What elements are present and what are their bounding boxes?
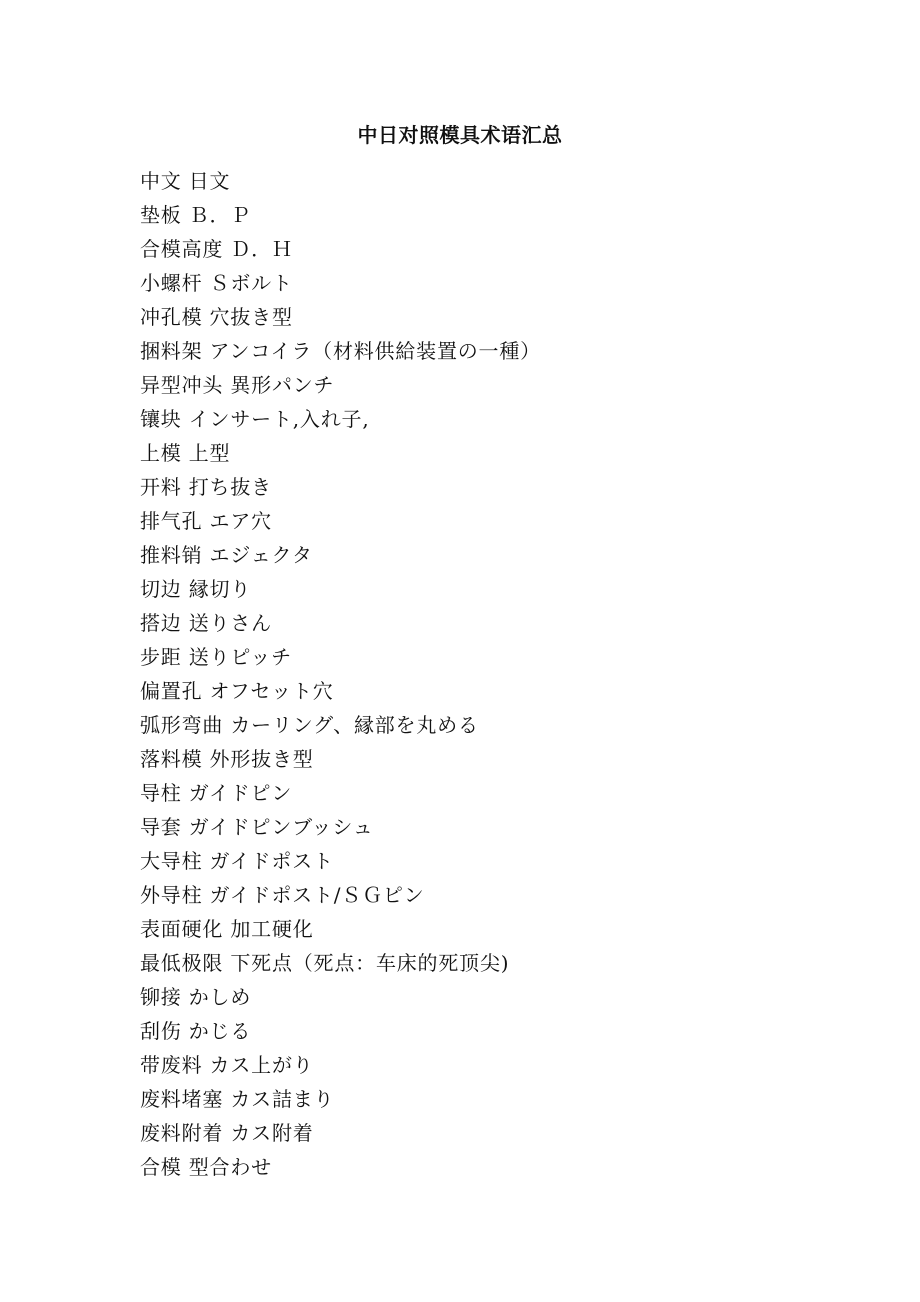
term-line: 带废料 カス上がり — [140, 1053, 314, 1077]
term-line: 弧形弯曲 カーリング、縁部を丸める — [140, 713, 479, 737]
term-line: 废料附着 カス附着 — [140, 1121, 314, 1145]
term-line: 排气孔 エア穴 — [140, 509, 272, 533]
document-title: 中日对照模具术语汇总 — [357, 123, 563, 147]
term-line: 捆料架 アンコイラ（材料供給装置の一種） — [140, 339, 541, 363]
term-line: 外导柱 ガイドポスト/ＳＧピン — [140, 883, 425, 907]
term-line: 合模高度 Ｄ．Ｈ — [140, 237, 293, 261]
term-line: 刮伤 かじる — [140, 1019, 252, 1043]
term-line: 表面硬化 加工硬化 — [140, 917, 314, 941]
term-line: 最低极限 下死点（死点：车床的死顶尖) — [140, 951, 510, 975]
term-line: 大导柱 ガイドポスト — [140, 849, 334, 873]
term-line: 导套 ガイドピンブッシュ — [140, 815, 374, 839]
term-line: 镶块 インサート,入れ子, — [140, 407, 370, 431]
term-line: 搭边 送りさん — [140, 611, 272, 635]
term-line: 小螺杆 Ｓボルト — [140, 271, 293, 295]
term-line: 垫板 Ｂ．Ｐ — [140, 203, 252, 227]
term-line: 异型冲头 異形パンチ — [140, 373, 335, 397]
term-line: 切边 縁切り — [140, 577, 252, 601]
term-line: 中文 日文 — [140, 169, 231, 193]
term-list — [140, 164, 541, 1184]
term-line: 废料堵塞 カス詰まり — [140, 1087, 335, 1111]
term-line: 推料销 エジェクタ — [140, 543, 313, 567]
term-line: 冲孔模 穴抜き型 — [140, 305, 293, 329]
term-line: 合模 型合わせ — [140, 1155, 272, 1179]
term-line: 上模 上型 — [140, 441, 231, 465]
term-line: 步距 送りピッチ — [140, 645, 292, 669]
term-line: 铆接 かしめ — [140, 985, 252, 1009]
term-line: 导柱 ガイドピン — [140, 781, 293, 805]
term-line: 落料模 外形抜き型 — [140, 747, 314, 771]
term-line: 开料 打ち抜き — [140, 475, 272, 499]
term-line: 偏置孔 オフセット穴 — [140, 679, 334, 703]
